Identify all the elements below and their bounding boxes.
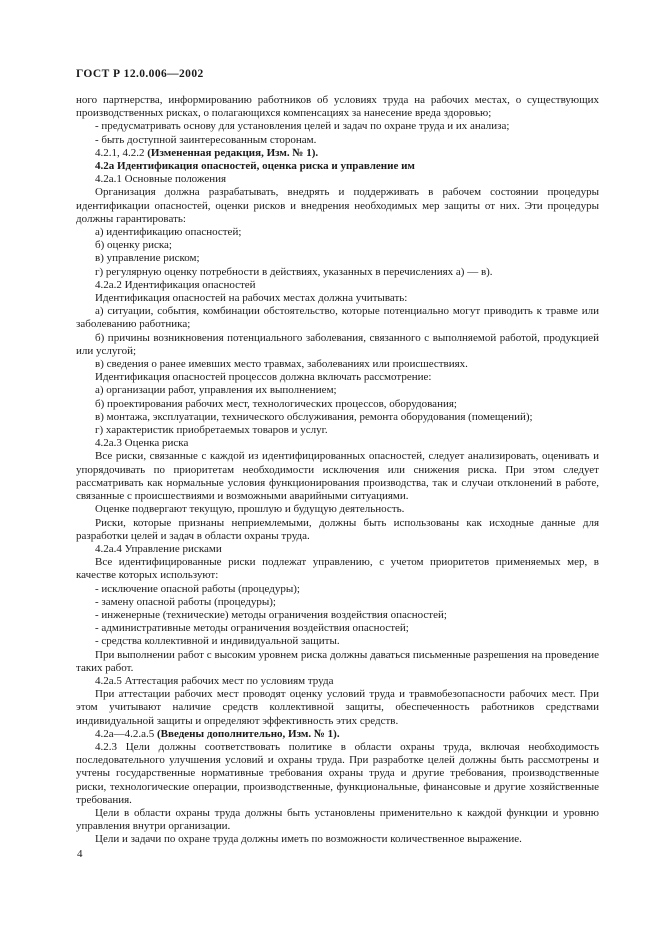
paragraph-run: б) оценку риска; [95, 239, 172, 252]
paragraph-run-bold: (Измененная редакция, Изм. № 1). [147, 146, 319, 159]
paragraph-run: 4.2а.4 Управление рисками [95, 542, 222, 555]
paragraph-run: - административные методы ограничения воздействия опасностей; [95, 622, 409, 635]
paragraph-run: 4.2а.5 Аттестация рабочих мест по условиям труда [95, 674, 334, 687]
paragraph [76, 596, 599, 609]
paragraph [76, 583, 599, 596]
paragraph [76, 226, 599, 239]
paragraph-run: б) причины возникновения потенциального заболевания, связанного с выполняемой работой, продукцией или услугой; [76, 331, 599, 357]
paragraph-run: - быть доступной заинтересованным сторонам. [95, 133, 317, 146]
paragraph [76, 384, 599, 397]
paragraph-run: 4.2а.3 Оценка риска [95, 437, 189, 450]
paragraph-run: При аттестации рабочих мест проводят оценку условий труда и травмобезопасности рабочих мест. При этом учитывают наличие средств коллективной защиты, обеспеченность работников средствами индивидуальной защиты и определяют эффективность этих средств. [76, 688, 599, 727]
paragraph [76, 332, 599, 358]
paragraph-run: - средства коллективной и индивидуальной защиты. [95, 635, 340, 648]
paragraph-run: в) монтажа, эксплуатации, технического обслуживания, ремонта оборудования (помещений); [95, 410, 533, 423]
paragraph [76, 635, 599, 648]
paragraph [76, 688, 599, 728]
paragraph-run: а) идентификацию опасностей; [95, 226, 242, 239]
paragraph-run: ного партнерства, информированию работников об условиях труда на рабочих местах, о существующих производственных рисках, о полагающихся компенсациях за нанесение вреда здоровью; [76, 94, 599, 120]
paragraph [76, 833, 599, 846]
paragraph-run: - предусматривать основу для установления целей и задач по охране труда и их анализа; [95, 120, 510, 133]
paragraph-run: 4.2а.2 Идентификация опасностей [95, 278, 256, 291]
paragraph [76, 398, 599, 411]
paragraph-run: б) проектирования рабочих мест, технологических процессов, оборудования; [95, 397, 457, 410]
paragraph-run: Все риски, связанные с каждой из идентифицированных опасностей, следует анализировать, оценивать и упорядочивать по приоритетам необходимости исключения или снижения риска. При этом следует рассматривать как нормальные условия функционирования производства, так и случаи отклонений в работе, связанные с происшествиями и возможными аварийными ситуациями. [76, 450, 599, 503]
paragraph [76, 450, 599, 503]
paragraph-run-bold: (Введены дополнительно, Изм. № 1). [157, 727, 340, 740]
paragraph [76, 741, 599, 807]
paragraph [76, 622, 599, 635]
paragraph [76, 305, 599, 331]
paragraph-run: Идентификация опасностей на рабочих местах должна учитывать: [95, 292, 408, 305]
paragraph [76, 279, 599, 292]
paragraph [76, 411, 599, 424]
paragraph [76, 239, 599, 252]
paragraph-run: в) сведения о ранее имевших место травмах, заболеваниях или происшествиях. [95, 358, 468, 371]
paragraph [76, 266, 599, 279]
paragraph-run: Цели в области охраны труда должны быть установлены применительно к каждой функции и уровню управления внутри организации. [76, 806, 599, 833]
paragraph-run: - исключение опасной работы (процедуры); [95, 582, 300, 595]
standard-number-heading: ГОСТ Р 12.0.006—2002 [76, 68, 204, 80]
paragraph-run: г) регулярную оценку потребности в действиях, указанных в перечислениях а) — в). [95, 265, 493, 278]
paragraph [76, 807, 599, 833]
paragraph [76, 371, 599, 384]
paragraph [76, 675, 599, 688]
paragraph [76, 147, 599, 160]
paragraph [76, 649, 599, 675]
paragraph-run: - замену опасной работы (процедуры); [95, 595, 276, 608]
paragraph-run: При выполнении работ с высоким уровнем риска должны даваться письменные разрешения на проведение таких работ. [76, 648, 599, 674]
paragraph [76, 94, 599, 120]
paragraph-run-bold: 4.2а Идентификация опасностей, оценка риска и управление им [95, 160, 415, 173]
paragraph-run: 4.2.3 Цели должны соответствовать политике в области охраны труда, включая необходимость последовательного улучшения условий и охраны труда. При разработке целей должны быть рассмотрены и учтены государственные нормативные требования охраны труда и другие требования, производственные риски, технологические операции, производственные, функциональные, финансовые и другие хозяйственные требования. [76, 740, 599, 806]
paragraph [76, 173, 599, 186]
paragraph-run: Риски, которые признаны неприемлемыми, должны быть использованы как исходные данные для разработки целей и задач в области охраны труда. [76, 516, 599, 542]
paragraph-run: Организация должна разрабатывать, внедрять и поддерживать в рабочем состоянии процедуры идентификации опасностей, оценки рисков и внедрения необходимых мер защиты от них. Эти процедуры должны гарантировать: [76, 186, 599, 225]
paragraph [76, 728, 599, 741]
paragraph-run: г) характеристик приобретаемых товаров и услуг. [95, 424, 328, 437]
paragraph [76, 358, 599, 371]
paragraph [76, 160, 599, 173]
paragraph-run: Оценке подвергают текущую, прошлую и будущую деятельность. [95, 503, 405, 516]
document-body [76, 94, 599, 847]
paragraph [76, 292, 599, 305]
paragraph [76, 503, 599, 516]
paragraph [76, 517, 599, 543]
paragraph-run: - инженерные (технические) методы ограничения воздействия опасностей; [95, 608, 447, 621]
paragraph [76, 609, 599, 622]
page-number: 4 [77, 848, 83, 860]
paragraph [76, 252, 599, 265]
paragraph [76, 543, 599, 556]
paragraph [76, 437, 599, 450]
paragraph-run: Идентификация опасностей процессов должна включать рассмотрение: [95, 371, 432, 384]
paragraph-run: Все идентифицированные риски подлежат управлению, с учетом приоритетов применяемых мер, в качестве которых используют: [76, 556, 599, 582]
paragraph-run: в) управление риском; [95, 252, 200, 265]
paragraph [76, 134, 599, 147]
paragraph [76, 424, 599, 437]
paragraph-run: 4.2.1, 4.2.2 [95, 146, 148, 159]
paragraph-run: 4.2а—4.2.а.5 [95, 727, 158, 740]
paragraph-run: Цели и задачи по охране труда должны иметь по возможности количественное выражение. [95, 833, 522, 846]
paragraph [76, 120, 599, 133]
paragraph [76, 556, 599, 582]
paragraph [76, 186, 599, 226]
paragraph-run: а) организации работ, управления их выполнением; [95, 384, 337, 397]
paragraph-run: 4.2а.1 Основные положения [95, 173, 227, 186]
paragraph-run: а) ситуации, события, комбинации обстоятельство, которые потенциально могут приводить к травме или заболеванию работника; [76, 305, 599, 331]
